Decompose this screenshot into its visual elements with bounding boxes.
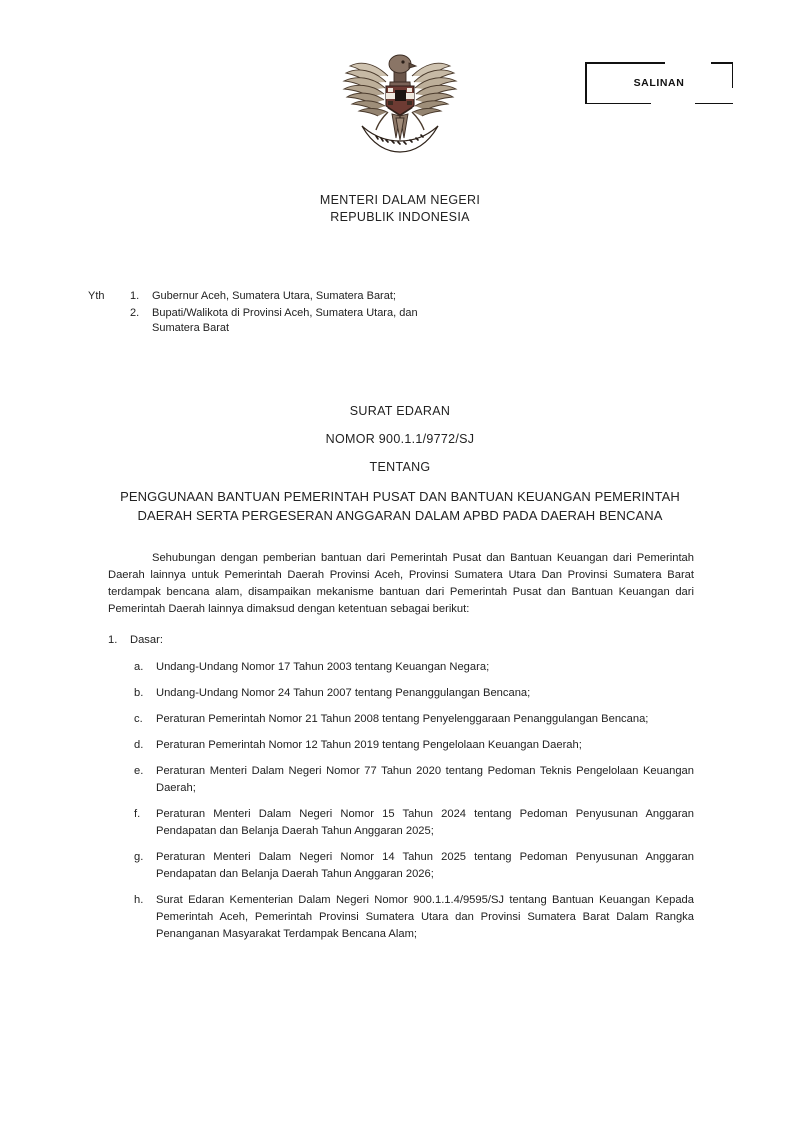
list-item — [130, 763, 694, 797]
item-text: Undang-Undang Nomor 17 Tahun 2003 tentang Keuangan Negara; — [156, 661, 490, 674]
dasar-list — [130, 659, 694, 943]
recipient-text-2: Bupati/Walikota di Provinsi Aceh, Sumatera Utara, dan Sumatera Barat — [152, 306, 418, 335]
list-item — [130, 737, 694, 754]
salinan-label: SALINAN — [633, 77, 685, 89]
item-marker: g. — [134, 851, 144, 864]
item-text: Surat Edaran Kementerian Dalam Negeri Nomor 900.1.1.4/9595/SJ tentang Bantuan Keuangan Kepada Pemerintah Aceh, Pemerintah Provinsi Sumatera Utara dan Provinsi Sumatera Barat Dalam Rangka Penanganan Masyarakat Terdampak Bencana Alam; — [156, 894, 694, 941]
list-item — [130, 806, 694, 840]
recipient-number-1: 1. — [130, 290, 140, 302]
document-body — [108, 550, 694, 952]
item-text: Peraturan Menteri Dalam Negeri Nomor 77 Tahun 2020 tentang Pedoman Teknis Pengelolaan Keuangan Daerah; — [156, 765, 694, 795]
recipient-number-2: 2. — [130, 306, 140, 319]
recipient-block — [88, 289, 418, 338]
item-text: Peraturan Pemerintah Nomor 21 Tahun 2008 tentang Penyelenggaraan Penanggulangan Bencana; — [156, 713, 649, 726]
section-number: 1. — [108, 634, 118, 647]
salinan-stamp-box — [585, 62, 733, 104]
recipient-prefix: Yth — [88, 290, 105, 302]
item-marker: e. — [134, 765, 144, 778]
item-marker: h. — [134, 894, 144, 907]
intro-paragraph: Sehubungan dengan pemberian bantuan dari Pemerintah Pusat dan Bantuan Keuangan dari Pemerintah Daerah lainnya untuk Pemerintah Daerah Provinsi Aceh, Provinsi Sumatera Utara Dan Provinsi Sumatera Barat terdampak bencana alam, disampaikan mekanisme bantuan dari Pemerintah Pusat dan Bantuan Keuangan dari Pemerintah Daerah lainnya dimaksud dengan ketentuan sebagai berikut: — [108, 552, 694, 616]
letterhead-line-1: MENTERI DALAM NEGERI — [319, 193, 481, 207]
recipient-list — [130, 289, 418, 337]
document-subject: PENGGUNAAN BANTUAN PEMERINTAH PUSAT DAN BANTUAN KEUANGAN PEMERINTAH DAERAH SERTA PERGESERAN ANGGARAN DALAM APBD PADA DAERAH BENCANA — [120, 489, 680, 523]
item-text: Peraturan Menteri Dalam Negeri Nomor 14 Tahun 2025 tentang Pedoman Penyusunan Anggaran Pendapatan dan Belanja Daerah Tahun Anggaran 2026; — [156, 851, 694, 881]
recipient-text-1: Gubernur Aceh, Sumatera Utara, Sumatera Barat; — [152, 290, 396, 302]
item-marker: a. — [134, 661, 144, 674]
list-item — [130, 685, 694, 702]
item-text: Peraturan Menteri Dalam Negeri Nomor 15 Tahun 2024 tentang Pedoman Penyusunan Anggaran Pendapatan dan Belanja Daerah Tahun Anggaran 2025; — [156, 808, 694, 838]
item-text: Undang-Undang Nomor 24 Tahun 2007 tentang Penanggulangan Bencana; — [156, 687, 531, 700]
list-item — [130, 849, 694, 883]
document-number: NOMOR 900.1.1/9772/SJ — [325, 432, 475, 446]
list-item — [130, 659, 694, 676]
list-item — [130, 892, 694, 943]
item-marker: f. — [134, 808, 141, 821]
letterhead-line-2: REPUBLIK INDONESIA — [330, 209, 470, 224]
about-label: TENTANG — [369, 460, 431, 474]
document-title-block — [100, 404, 700, 526]
section-title: Dasar: — [130, 634, 163, 647]
section-dasar — [108, 632, 694, 943]
document-type: SURAT EDARAN — [349, 404, 451, 418]
item-text: Peraturan Pemerintah Nomor 12 Tahun 2019 tentang Pengelolaan Keuangan Daerah; — [156, 739, 582, 752]
item-marker: b. — [134, 687, 144, 700]
garuda-pancasila-emblem — [336, 42, 464, 162]
item-marker: c. — [134, 713, 143, 726]
list-item — [130, 306, 418, 337]
list-item — [130, 289, 418, 305]
letterhead — [0, 192, 800, 226]
item-marker: d. — [134, 739, 144, 752]
list-item — [130, 711, 694, 728]
